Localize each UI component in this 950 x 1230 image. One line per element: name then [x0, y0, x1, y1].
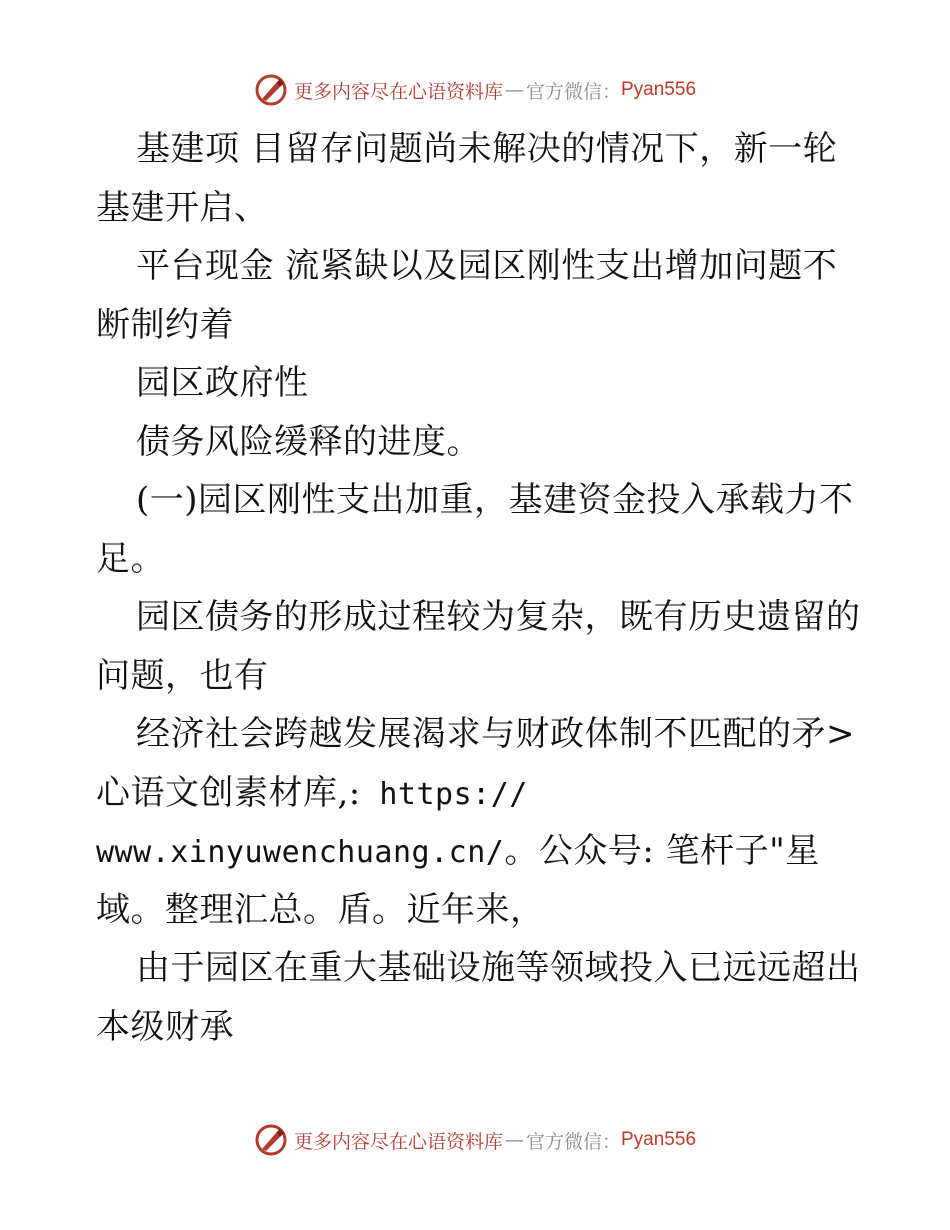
watermark-wechat-label: 官方微信：	[525, 80, 621, 103]
text-line-content: 债务风险缓释的进度。	[136, 421, 481, 462]
text-line-content: 断制约着	[96, 304, 234, 345]
watermark-site: 更多内容尽在心语资料库	[293, 1130, 503, 1153]
text-line	[96, 764, 866, 823]
text-line	[96, 588, 866, 647]
text-line	[96, 822, 866, 881]
document-body	[96, 120, 866, 1056]
watermark-site: 更多内容尽在心语资料库	[293, 80, 503, 103]
text-line-content: 由于园区在重大基础设施等领域投入已远远超出	[136, 948, 861, 988]
text-line	[96, 705, 866, 764]
pen-logo-icon	[254, 73, 288, 107]
text-line	[96, 296, 866, 355]
text-line-content: 园区政府性	[136, 363, 309, 403]
text-line	[96, 881, 866, 940]
watermark-separator: —	[504, 1129, 524, 1151]
text-line-content: 基建项 目留存问题尚未解决的情况下，新一轮	[136, 129, 838, 169]
text-line	[96, 413, 866, 472]
text-line-content: 足。	[96, 538, 165, 579]
text-line-content: www.xinyuwenchuang.cn/	[96, 835, 505, 870]
text-line	[96, 530, 866, 589]
watermark-wechat-id: Pyan556	[621, 79, 697, 100]
text-line-tail: 。公众号: 笔杆子"星	[504, 831, 820, 871]
header-watermark	[0, 70, 950, 110]
text-line-content: 本级财承	[96, 1006, 234, 1047]
watermark-separator: —	[504, 79, 524, 101]
watermark-wechat-label: 官方微信：	[525, 1130, 621, 1153]
text-line	[96, 354, 866, 413]
text-line-tail: https://	[360, 776, 528, 812]
text-line-content: 基建开启、	[96, 187, 269, 228]
text-line	[96, 179, 866, 238]
text-line-content: 园区债务的形成过程较为复杂，既有历史遗留的	[136, 597, 861, 637]
text-line-content: 域。整理汇总。盾。近年来，	[96, 889, 545, 930]
text-line-content: 平台现金 流紧缺以及园区刚性支出增加问题不	[136, 246, 838, 286]
footer-watermark	[0, 1120, 950, 1160]
text-line	[96, 120, 866, 179]
text-line-content: (一)园区刚性支出加重，基建资金投入承载力不	[136, 480, 854, 520]
text-line	[96, 939, 866, 998]
text-line	[96, 998, 866, 1057]
pen-logo-icon	[254, 1123, 288, 1157]
text-line-content: 心语文创素材库,:	[96, 772, 361, 813]
text-line	[96, 647, 866, 706]
text-line-content: 经济社会跨越发展渴求与财政体制不匹配的矛>	[136, 714, 855, 754]
text-line	[96, 471, 866, 530]
text-line-content: 问题，也有	[96, 655, 269, 696]
text-line	[96, 237, 866, 296]
watermark-wechat-id: Pyan556	[621, 1129, 697, 1150]
